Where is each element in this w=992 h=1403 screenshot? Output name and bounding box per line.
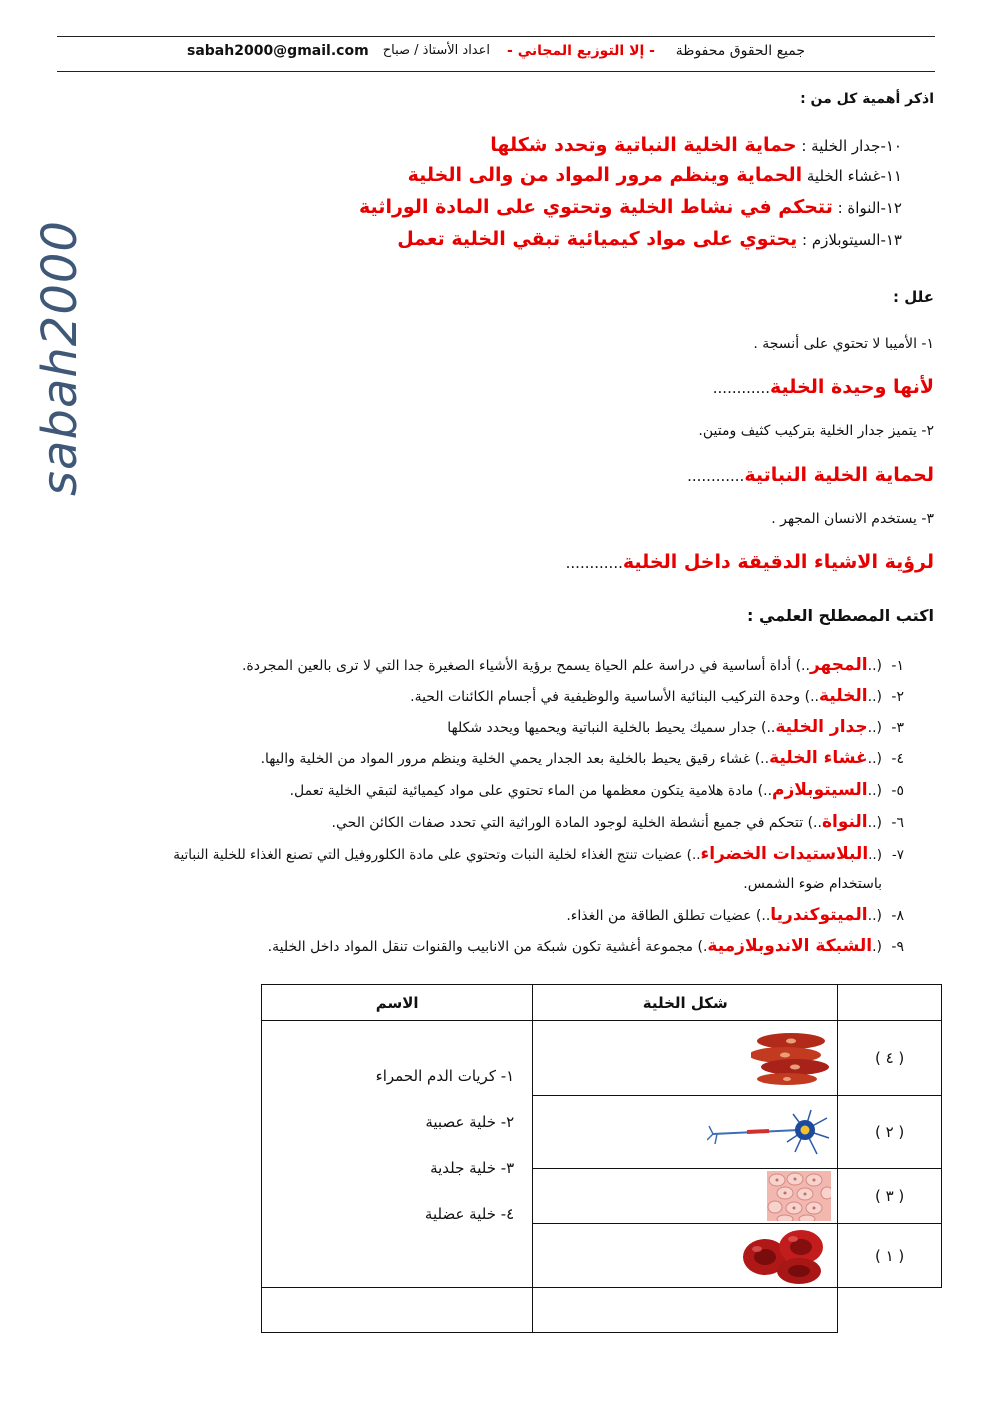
answer-dots: ............ bbox=[687, 467, 745, 485]
term-answer: جدار الخلية bbox=[775, 717, 868, 737]
term-definition: غشاء رقيق يحيط بالخلية بعد الجدار يحمي الخلية وينظم مرور المواد من الخلية واليها. bbox=[260, 751, 751, 767]
shape-cell-3 bbox=[533, 1169, 838, 1224]
term-answer: الخلية bbox=[818, 686, 868, 706]
term-number: ٣- bbox=[891, 720, 904, 736]
term-answer: البلاستيدات الخضراء bbox=[700, 844, 869, 864]
top-rule bbox=[57, 36, 935, 37]
term-definition: أداة أساسية في دراسة علم الحياة يسمح برؤية الأشياء الصغيرة جدا التي لا ترى بالعين المجردة. bbox=[241, 658, 792, 674]
term-definition: عضيات تطلق الطاقة من الغذاء. bbox=[566, 908, 752, 924]
reason-question-3: ٣- يستخدم الانسان المجهر . bbox=[771, 511, 934, 527]
name-item: ١- كريات الدم الحمراء bbox=[375, 1067, 515, 1085]
rights-text: جميع الحقوق محفوظة bbox=[675, 43, 805, 59]
answer-dots: ............ bbox=[565, 554, 623, 572]
page-header bbox=[57, 43, 935, 67]
term-definition: مادة هلامية يتكون معظمها من الماء تحتوي على مواد كيميائية لتبقي الخلية تعمل. bbox=[289, 783, 754, 799]
importance-label: ١٢-النواة : bbox=[832, 199, 902, 217]
reason-answer-text: لحماية الخلية النباتية bbox=[744, 464, 934, 486]
answer-number-1: ( ٤ ) bbox=[838, 1021, 942, 1096]
term-number: ٦- bbox=[891, 815, 904, 831]
header-bottom-rule bbox=[57, 71, 935, 72]
importance-label: ١٣-السيتوبلازم : bbox=[797, 231, 902, 249]
prepared-by-text: اعداد الأستاذ / صباح bbox=[382, 43, 490, 58]
number-column-header bbox=[838, 985, 942, 1021]
importance-label: ١٠-جدار الخلية : bbox=[796, 137, 902, 155]
answer-number-3: ( ٣ ) bbox=[838, 1169, 942, 1224]
answer-dots: ............ bbox=[712, 379, 770, 397]
reason-answer-text: لأنها وحيدة الخلية bbox=[769, 376, 934, 398]
term-item-3: ٣-(..جدار الخلية..) جدار سميك يحيط بالخلية النباتية ويحميها ويحدد شكلها bbox=[447, 717, 904, 737]
term-definition: مجموعة أغشية تكون شبكة من الانابيب والقنوات تنقل المواد داخل الخلية. bbox=[267, 939, 694, 955]
watermark-text: sabah2000 bbox=[31, 220, 88, 496]
email-text: sabah2000@gmail.com bbox=[187, 43, 369, 59]
shape-cell-4 bbox=[533, 1224, 838, 1288]
reason-answer-3 bbox=[566, 551, 934, 573]
importance-answer: تتحكم في نشاط الخلية وتحتوي على المادة الوراثية bbox=[359, 196, 833, 218]
importance-item-4 bbox=[397, 228, 902, 250]
term-item-9: ٩-(.الشبكة الاندوبلازمية.) مجموعة أغشية تكون شبكة من الانابيب والقنوات تنقل المواد داخل الخلية. bbox=[267, 936, 904, 956]
terms-heading: اكتب المصطلح العلمي : bbox=[747, 606, 934, 625]
free-distribution-text: - إلا التوزيع المجاني - bbox=[507, 43, 655, 59]
term-number: ٥- bbox=[891, 783, 904, 799]
term-number: ٧- bbox=[891, 847, 904, 863]
term-number: ٢- bbox=[891, 689, 904, 705]
term-item-1: ١-(..المجهر..) أداة أساسية في دراسة علم الحياة يسمح برؤية الأشياء الصغيرة جدا التي لا ترى بالعين المجردة. bbox=[241, 655, 904, 675]
shape-cell-2 bbox=[533, 1096, 838, 1169]
nerve-cell-image bbox=[707, 1108, 831, 1158]
importance-label: ١١-غشاء الخلية bbox=[802, 167, 902, 185]
muscle-cells-image bbox=[751, 1029, 831, 1087]
importance-answer: حماية الخلية النباتية وتحدد شكلها bbox=[490, 134, 797, 156]
term-item-7: ٧-(..البلاستيدات الخضراء..) عضيات تنتج الغذاء لخلية النبات وتحتوي على مادة الكلوروفيل التي تصنع الغذاء للخلية النباتية bbox=[173, 844, 904, 864]
name-item: ٢- خلية عصبية bbox=[425, 1113, 515, 1131]
importance-answer: الحماية وينظم مرور المواد من والى الخلية bbox=[407, 164, 803, 186]
term-number: ١- bbox=[891, 658, 904, 674]
term-answer: غشاء الخلية bbox=[769, 748, 868, 768]
importance-item-2 bbox=[408, 164, 902, 186]
reasons-heading: علل : bbox=[893, 288, 934, 306]
term-number: ٤- bbox=[891, 751, 904, 767]
importance-item-1 bbox=[490, 134, 902, 156]
term-definition: تتحكم في جميع أنشطة الخلية لوجود المادة الوراثية التي تحدد صفات الكائن الحي. bbox=[331, 815, 804, 831]
name-column-header: الاسم bbox=[262, 985, 533, 1021]
reason-answer-1 bbox=[713, 376, 934, 398]
term-item-6: ٦-(..النواة..) تتحكم في جميع أنشطة الخلية لوجود المادة الوراثية التي تحدد صفات الكائن الحي. bbox=[331, 812, 904, 832]
names-cell bbox=[262, 1021, 533, 1288]
term-answer: المجهر bbox=[809, 655, 868, 675]
term-item-5: ٥-(..السيتوبلازم..) مادة هلامية يتكون معظمها من الماء تحتوي على مواد كيميائية لتبقي الخلية تعمل. bbox=[289, 780, 904, 800]
term-answer: السيتوبلازم bbox=[772, 780, 868, 800]
importance-answer: يحتوي على مواد كيميائية تبقي الخلية تعمل bbox=[397, 228, 798, 250]
reason-answer-text: لرؤية الاشياء الدقيقة داخل الخلية bbox=[622, 551, 934, 573]
term-number: ٨- bbox=[891, 908, 904, 924]
reason-question-2: ٢- يتميز جدار الخلية بتركيب كثيف ومتين. bbox=[698, 423, 934, 439]
term-number: ٩- bbox=[891, 939, 904, 955]
term-item-2: ٢-(..الخلية..) وحدة التركيب البنائية الأساسية والوظيفية في أجسام الكائنات الحية. bbox=[410, 686, 904, 706]
answer-number-2: ( ٢ ) bbox=[838, 1096, 942, 1169]
importance-item-3 bbox=[359, 196, 902, 218]
term-answer: الشبكة الاندوبلازمية bbox=[707, 936, 873, 956]
term-item-4: ٤-(..غشاء الخلية..) غشاء رقيق يحيط بالخلية بعد الجدار يحمي الخلية وينظم مرور المواد من الخلية واليها. bbox=[260, 748, 904, 768]
shape-column-header: شكل الخلية bbox=[533, 985, 838, 1021]
importance-heading: اذكر أهمية كل من : bbox=[800, 91, 934, 107]
term-definition: عضيات تنتج الغذاء لخلية النبات وتحتوي على مادة الكلوروفيل التي تصنع الغذاء للخلية النباتية bbox=[173, 847, 683, 863]
name-item: ٣- خلية جلدية bbox=[430, 1159, 515, 1177]
cell-matching-table bbox=[261, 984, 942, 1333]
term-definition: وحدة التركيب البنائية الأساسية والوظيفية في أجسام الكائنات الحية. bbox=[410, 689, 801, 705]
answer-number-4: ( ١ ) bbox=[838, 1224, 942, 1288]
term-item-7-continued: باستخدام ضوء الشمس. bbox=[743, 876, 882, 892]
reason-question-1: ١- الأميبا لا تحتوي على أنسجة . bbox=[753, 336, 934, 352]
term-item-8: ٨-(..الميتوكندريا..) عضيات تطلق الطاقة من الغذاء. bbox=[566, 905, 904, 925]
term-answer: النواة bbox=[821, 812, 868, 832]
shape-cell-empty bbox=[262, 1288, 533, 1333]
reason-answer-2 bbox=[687, 464, 934, 486]
red-blood-cells-image bbox=[741, 1227, 831, 1285]
name-item: ٤- خلية عضلية bbox=[424, 1205, 515, 1223]
term-definition: جدار سميك يحيط بالخلية النباتية ويحميها ويحدد شكلها bbox=[447, 720, 757, 736]
skin-cells-image bbox=[767, 1171, 831, 1221]
term-answer: الميتوكندريا bbox=[770, 905, 868, 925]
number-cell-empty bbox=[533, 1288, 838, 1333]
shape-cell-1 bbox=[533, 1021, 838, 1096]
